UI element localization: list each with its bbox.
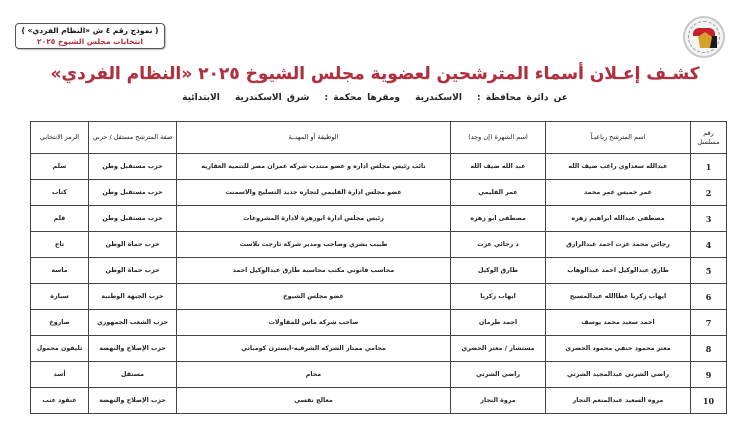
cell-fame: د رجائي عزت (451, 232, 546, 258)
egypt-eagle-emblem-icon (683, 16, 725, 58)
district-info (0, 93, 750, 103)
court-label: ومقرها محكمة : (324, 93, 400, 103)
cell-symbol: قلم (31, 206, 89, 232)
cell-type: مستقل (89, 362, 177, 388)
election-name-line: انتخابات مجلس الشيوخ ٢٠٢٥ (37, 37, 143, 46)
cell-symbol: تاج (31, 232, 89, 258)
cell-symbol: ماسة (31, 258, 89, 284)
cell-name: احمد سعيد محمد يوسف (546, 310, 691, 336)
cell-type: حزب الإصلاح والنهضة (89, 336, 177, 362)
cell-symbol: سيارة (31, 284, 89, 310)
cell-serial: 3 (691, 206, 727, 232)
cell-serial: 4 (691, 232, 727, 258)
district-label: عن دائرة محافظة : (477, 93, 568, 103)
cell-name: رجائي محمد عزت احمد عبدالرازق (546, 232, 691, 258)
header-name: اسم المترشح رباعيـاً (546, 122, 691, 154)
header-fame-name: اسم الشهرة (إن وجد) (451, 122, 546, 154)
cell-name: مصطفى عبدالله ابراهيم زهره (546, 206, 691, 232)
cell-serial: 6 (691, 284, 727, 310)
table-row (31, 388, 727, 414)
cell-fame: طارق الوكيل (451, 258, 546, 284)
cell-type: حزب حماة الوطن (89, 232, 177, 258)
court-level: الابتدائية (182, 93, 220, 103)
table-row (31, 206, 727, 232)
cell-job: معالج نفسي (177, 388, 451, 414)
form-number-label (15, 23, 165, 49)
cell-type: حزب الإصلاح والنهضة (89, 388, 177, 414)
cell-type: حزب مستقبل وطن (89, 154, 177, 180)
cell-type: حزب الشعب الجمهوري (89, 310, 177, 336)
cell-name: مروه السعيد عبدالمنعم النجار (546, 388, 691, 414)
cell-name: عبدالله سعداوي راغب ضيف الله (546, 154, 691, 180)
cell-type: حزب حماة الوطن (89, 258, 177, 284)
cell-fame: احمد طرمان (451, 310, 546, 336)
cell-name: طارق عبدالوكيل احمد عبدالوهاب (546, 258, 691, 284)
cell-serial: 8 (691, 336, 727, 362)
page-title: كشـف إعـلان أسماء المترشحين لعضوية مجلس الشيوخ ٢٠٢٥ «النظام الفردي» (50, 64, 700, 84)
cell-fame: مستشار / معتز الحضري (451, 336, 546, 362)
cell-serial: 9 (691, 362, 727, 388)
candidates-table (30, 121, 727, 414)
district-value: الاسكندرية (415, 93, 462, 103)
cell-fame: عبد الله ضيف الله (451, 154, 546, 180)
cell-serial: 5 (691, 258, 727, 284)
cell-type: حزب مستقبل وطن (89, 180, 177, 206)
cell-symbol: سلم (31, 154, 89, 180)
cell-name: معتز محمود حنفي محمود الحضري (546, 336, 691, 362)
cell-name: عمر خميس عمر محمد (546, 180, 691, 206)
cell-job: نائب رئيس مجلس اداره و عضو منتدب شركه عمران مصر للتنمية العقاريه (177, 154, 451, 180)
cell-serial: 2 (691, 180, 727, 206)
form-number-line: ( نموذج رقم ٤ ش «النظام الفردي» ) (21, 26, 159, 35)
table-row (31, 362, 727, 388)
cell-name: راضي الشرتي عبدالمجيد الشرتي (546, 362, 691, 388)
cell-name: ايهاب زكريا عطاالله عبدالمسيح (546, 284, 691, 310)
cell-type: حزب الجبهة الوطنية (89, 284, 177, 310)
cell-type: حزب مستقبل وطن (89, 206, 177, 232)
cell-serial: 7 (691, 310, 727, 336)
cell-job: محامي ممتاز الشركه الشرقيه-ايسترن كومباني (177, 336, 451, 362)
cell-fame: راضي الشرتي (451, 362, 546, 388)
cell-fame: مروة النجار (451, 388, 546, 414)
header-job: الوظيفة أو المهنــة (177, 122, 451, 154)
table-row (31, 310, 727, 336)
cell-symbol: كتاب (31, 180, 89, 206)
cell-job: عضو مجلس ادارة القليمي لتجاره حديد التسليح والاسمنت (177, 180, 451, 206)
table-row (31, 154, 727, 180)
header-candidate-type: صفة المترشح مستقل / حزبي (89, 122, 177, 154)
cell-symbol: عنقود عنب (31, 388, 89, 414)
cell-symbol: تليفون محمول (31, 336, 89, 362)
table-row (31, 284, 727, 310)
cell-job: عضو مجلس الشيوخ (177, 284, 451, 310)
table-header-row (31, 122, 727, 154)
cell-job: رئيس مجلس ادارة ابوزهرة لادارة المشروعات (177, 206, 451, 232)
cell-serial: 1 (691, 154, 727, 180)
cell-serial: 10 (691, 388, 727, 414)
table-row (31, 336, 727, 362)
cell-job: محاسب قانوني مكتب محاسبة طارق عبدالوكيل احمد (177, 258, 451, 284)
cell-job: محام (177, 362, 451, 388)
cell-job: طبيب بشري وصاحب ومدير شركة تارجت بلاست (177, 232, 451, 258)
cell-job: صاحب شركة ماس للمقاولات (177, 310, 451, 336)
cell-fame: ايهاب زكريا (451, 284, 546, 310)
table-row (31, 258, 727, 284)
cell-fame: عمر القليمي (451, 180, 546, 206)
cell-symbol: صاروخ (31, 310, 89, 336)
table-row (31, 232, 727, 258)
header-symbol: الرمز الانتخابي (31, 122, 89, 154)
cell-fame: مصطفى ابو زهره (451, 206, 546, 232)
table-row (31, 180, 727, 206)
header-serial: رقم مسلسل (691, 122, 727, 154)
court-value: شرق الاسكندرية (234, 93, 310, 103)
cell-symbol: أسد (31, 362, 89, 388)
